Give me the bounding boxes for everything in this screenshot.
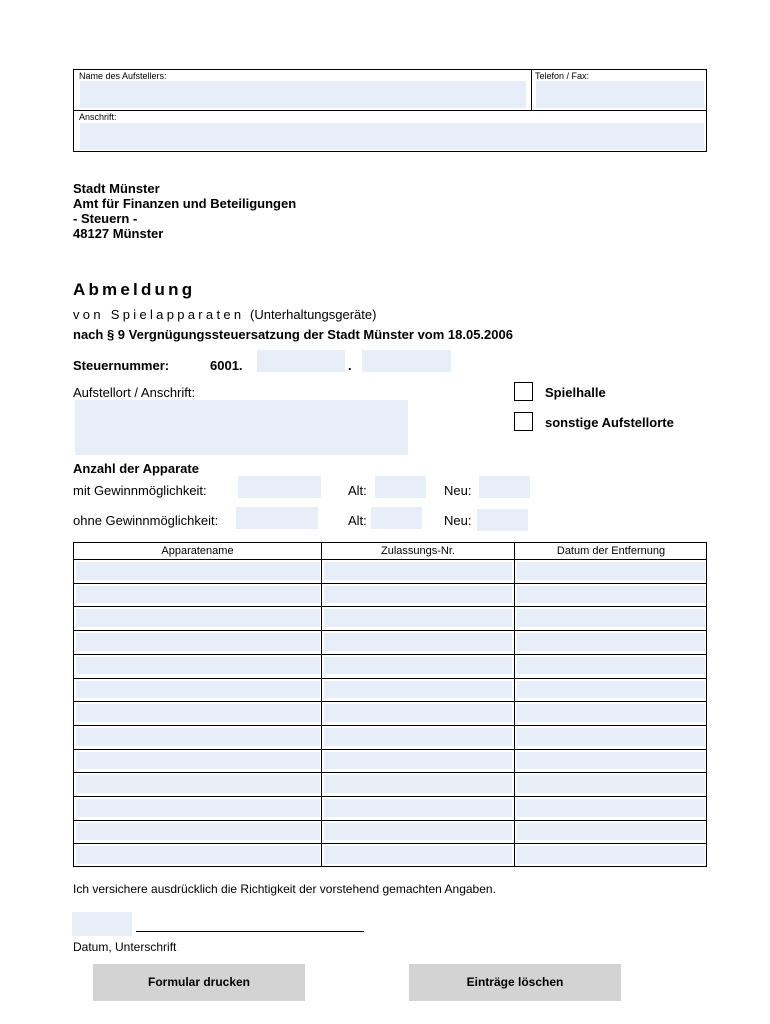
approval-number-cell[interactable] bbox=[324, 586, 512, 604]
device-name-cell[interactable] bbox=[76, 799, 320, 817]
recipient-address bbox=[73, 181, 296, 241]
approval-number-cell[interactable] bbox=[324, 775, 512, 793]
device-table bbox=[73, 542, 707, 867]
form-subtitle-note: (Unterhaltungsgeräte) bbox=[250, 307, 377, 322]
location-label: Aufstellort / Anschrift: bbox=[73, 385, 196, 400]
legal-basis: nach § 9 Vergnügungssteuersatzung der Stadt Münster vom 18.05.2006 bbox=[73, 327, 513, 342]
without-win-total-field[interactable] bbox=[236, 507, 318, 529]
approval-number-cell[interactable] bbox=[324, 562, 512, 580]
removal-date-cell[interactable] bbox=[517, 609, 705, 627]
removal-date-cell[interactable] bbox=[517, 752, 705, 770]
column-header-removal-date: Datum der Entfernung bbox=[556, 545, 666, 557]
clear-entries-button[interactable]: Einträge löschen bbox=[409, 964, 621, 1001]
device-name-cell[interactable] bbox=[76, 681, 320, 699]
new-label: Neu: bbox=[444, 513, 472, 528]
tax-number-separator: . bbox=[348, 358, 352, 373]
approval-number-cell[interactable] bbox=[324, 681, 512, 699]
removal-date-cell[interactable] bbox=[517, 775, 705, 793]
row-divider bbox=[74, 843, 706, 844]
row-divider bbox=[74, 583, 706, 584]
removal-date-cell[interactable] bbox=[517, 823, 705, 841]
row-divider bbox=[74, 725, 706, 726]
name-label: Name des Aufstellers: bbox=[79, 71, 167, 81]
location-field[interactable] bbox=[75, 400, 408, 455]
device-name-cell[interactable] bbox=[76, 775, 320, 793]
device-name-cell[interactable] bbox=[76, 633, 320, 651]
print-form-button[interactable]: Formular drucken bbox=[93, 964, 305, 1001]
approval-number-cell[interactable] bbox=[324, 752, 512, 770]
approval-number-cell[interactable] bbox=[324, 704, 512, 722]
with-win-total-field[interactable] bbox=[238, 476, 321, 498]
tax-number-field-2[interactable] bbox=[362, 350, 451, 372]
row-divider bbox=[74, 630, 706, 631]
with-win-old-field[interactable] bbox=[375, 476, 426, 498]
form-title: Abmeldung bbox=[73, 280, 196, 299]
other-location-checkbox[interactable] bbox=[514, 412, 533, 431]
column-divider bbox=[514, 543, 515, 866]
declaration-text: Ich versichere ausdrücklich die Richtigkeit der vorstehend gemachten Angaben. bbox=[73, 882, 496, 896]
removal-date-cell[interactable] bbox=[517, 704, 705, 722]
row-divider bbox=[74, 772, 706, 773]
divider bbox=[531, 70, 532, 110]
divider bbox=[74, 110, 706, 111]
removal-date-cell[interactable] bbox=[517, 657, 705, 675]
row-divider bbox=[74, 701, 706, 702]
tax-number-field-1[interactable] bbox=[257, 350, 345, 372]
with-win-new-field[interactable] bbox=[479, 476, 530, 498]
date-field[interactable] bbox=[72, 912, 132, 936]
device-name-cell[interactable] bbox=[76, 586, 320, 604]
device-name-cell[interactable] bbox=[76, 823, 320, 841]
without-win-new-field[interactable] bbox=[477, 509, 528, 531]
arcade-checkbox[interactable] bbox=[514, 382, 533, 401]
device-name-cell[interactable] bbox=[76, 609, 320, 627]
row-divider bbox=[74, 820, 706, 821]
row-divider bbox=[74, 796, 706, 797]
old-label: Alt: bbox=[348, 483, 367, 498]
column-divider bbox=[321, 543, 322, 866]
recipient-line: Stadt Münster bbox=[73, 181, 160, 196]
other-location-label: sonstige Aufstellorte bbox=[545, 415, 674, 430]
applicant-box bbox=[73, 69, 707, 152]
old-label: Alt: bbox=[348, 513, 367, 528]
row-divider bbox=[74, 606, 706, 607]
arcade-label: Spielhalle bbox=[545, 385, 606, 400]
removal-date-cell[interactable] bbox=[517, 586, 705, 604]
address-label: Anschrift: bbox=[79, 112, 117, 122]
removal-date-cell[interactable] bbox=[517, 681, 705, 699]
approval-number-cell[interactable] bbox=[324, 823, 512, 841]
without-win-old-field[interactable] bbox=[371, 507, 422, 529]
recipient-line: - Steuern - bbox=[73, 211, 138, 226]
removal-date-cell[interactable] bbox=[517, 846, 705, 864]
device-name-cell[interactable] bbox=[76, 728, 320, 746]
column-header-approval-number: Zulassungs-Nr. bbox=[381, 545, 455, 557]
name-field[interactable] bbox=[80, 81, 526, 108]
approval-number-cell[interactable] bbox=[324, 633, 512, 651]
phone-field[interactable] bbox=[536, 81, 704, 108]
approval-number-cell[interactable] bbox=[324, 846, 512, 864]
form-subtitle: von Spielapparaten bbox=[73, 307, 245, 322]
tax-number-label: Steuernummer: bbox=[73, 358, 170, 373]
removal-date-cell[interactable] bbox=[517, 799, 705, 817]
approval-number-cell[interactable] bbox=[324, 609, 512, 627]
address-field[interactable] bbox=[80, 123, 704, 150]
new-label: Neu: bbox=[444, 483, 472, 498]
device-name-cell[interactable] bbox=[76, 657, 320, 675]
device-name-cell[interactable] bbox=[76, 752, 320, 770]
removal-date-cell[interactable] bbox=[517, 562, 705, 580]
signature-label: Datum, Unterschrift bbox=[73, 940, 177, 954]
row-divider bbox=[74, 559, 706, 560]
row-divider bbox=[74, 749, 706, 750]
signature-line bbox=[136, 931, 364, 932]
recipient-line: 48127 Münster bbox=[73, 226, 164, 241]
device-name-cell[interactable] bbox=[76, 846, 320, 864]
without-win-label: ohne Gewinnmöglichkeit: bbox=[73, 513, 219, 528]
approval-number-cell[interactable] bbox=[324, 728, 512, 746]
row-divider bbox=[74, 654, 706, 655]
approval-number-cell[interactable] bbox=[324, 657, 512, 675]
count-heading: Anzahl der Apparate bbox=[73, 461, 199, 476]
device-name-cell[interactable] bbox=[76, 562, 320, 580]
device-name-cell[interactable] bbox=[76, 704, 320, 722]
recipient-line: Amt für Finanzen und Beteiligungen bbox=[73, 196, 297, 211]
removal-date-cell[interactable] bbox=[517, 633, 705, 651]
tax-number-prefix: 6001. bbox=[210, 358, 243, 373]
row-divider bbox=[74, 678, 706, 679]
with-win-label: mit Gewinnmöglichkeit: bbox=[73, 483, 207, 498]
removal-date-cell[interactable] bbox=[517, 728, 705, 746]
approval-number-cell[interactable] bbox=[324, 799, 512, 817]
column-header-device-name: Apparatename bbox=[161, 545, 234, 557]
phone-label: Telefon / Fax: bbox=[535, 71, 590, 81]
